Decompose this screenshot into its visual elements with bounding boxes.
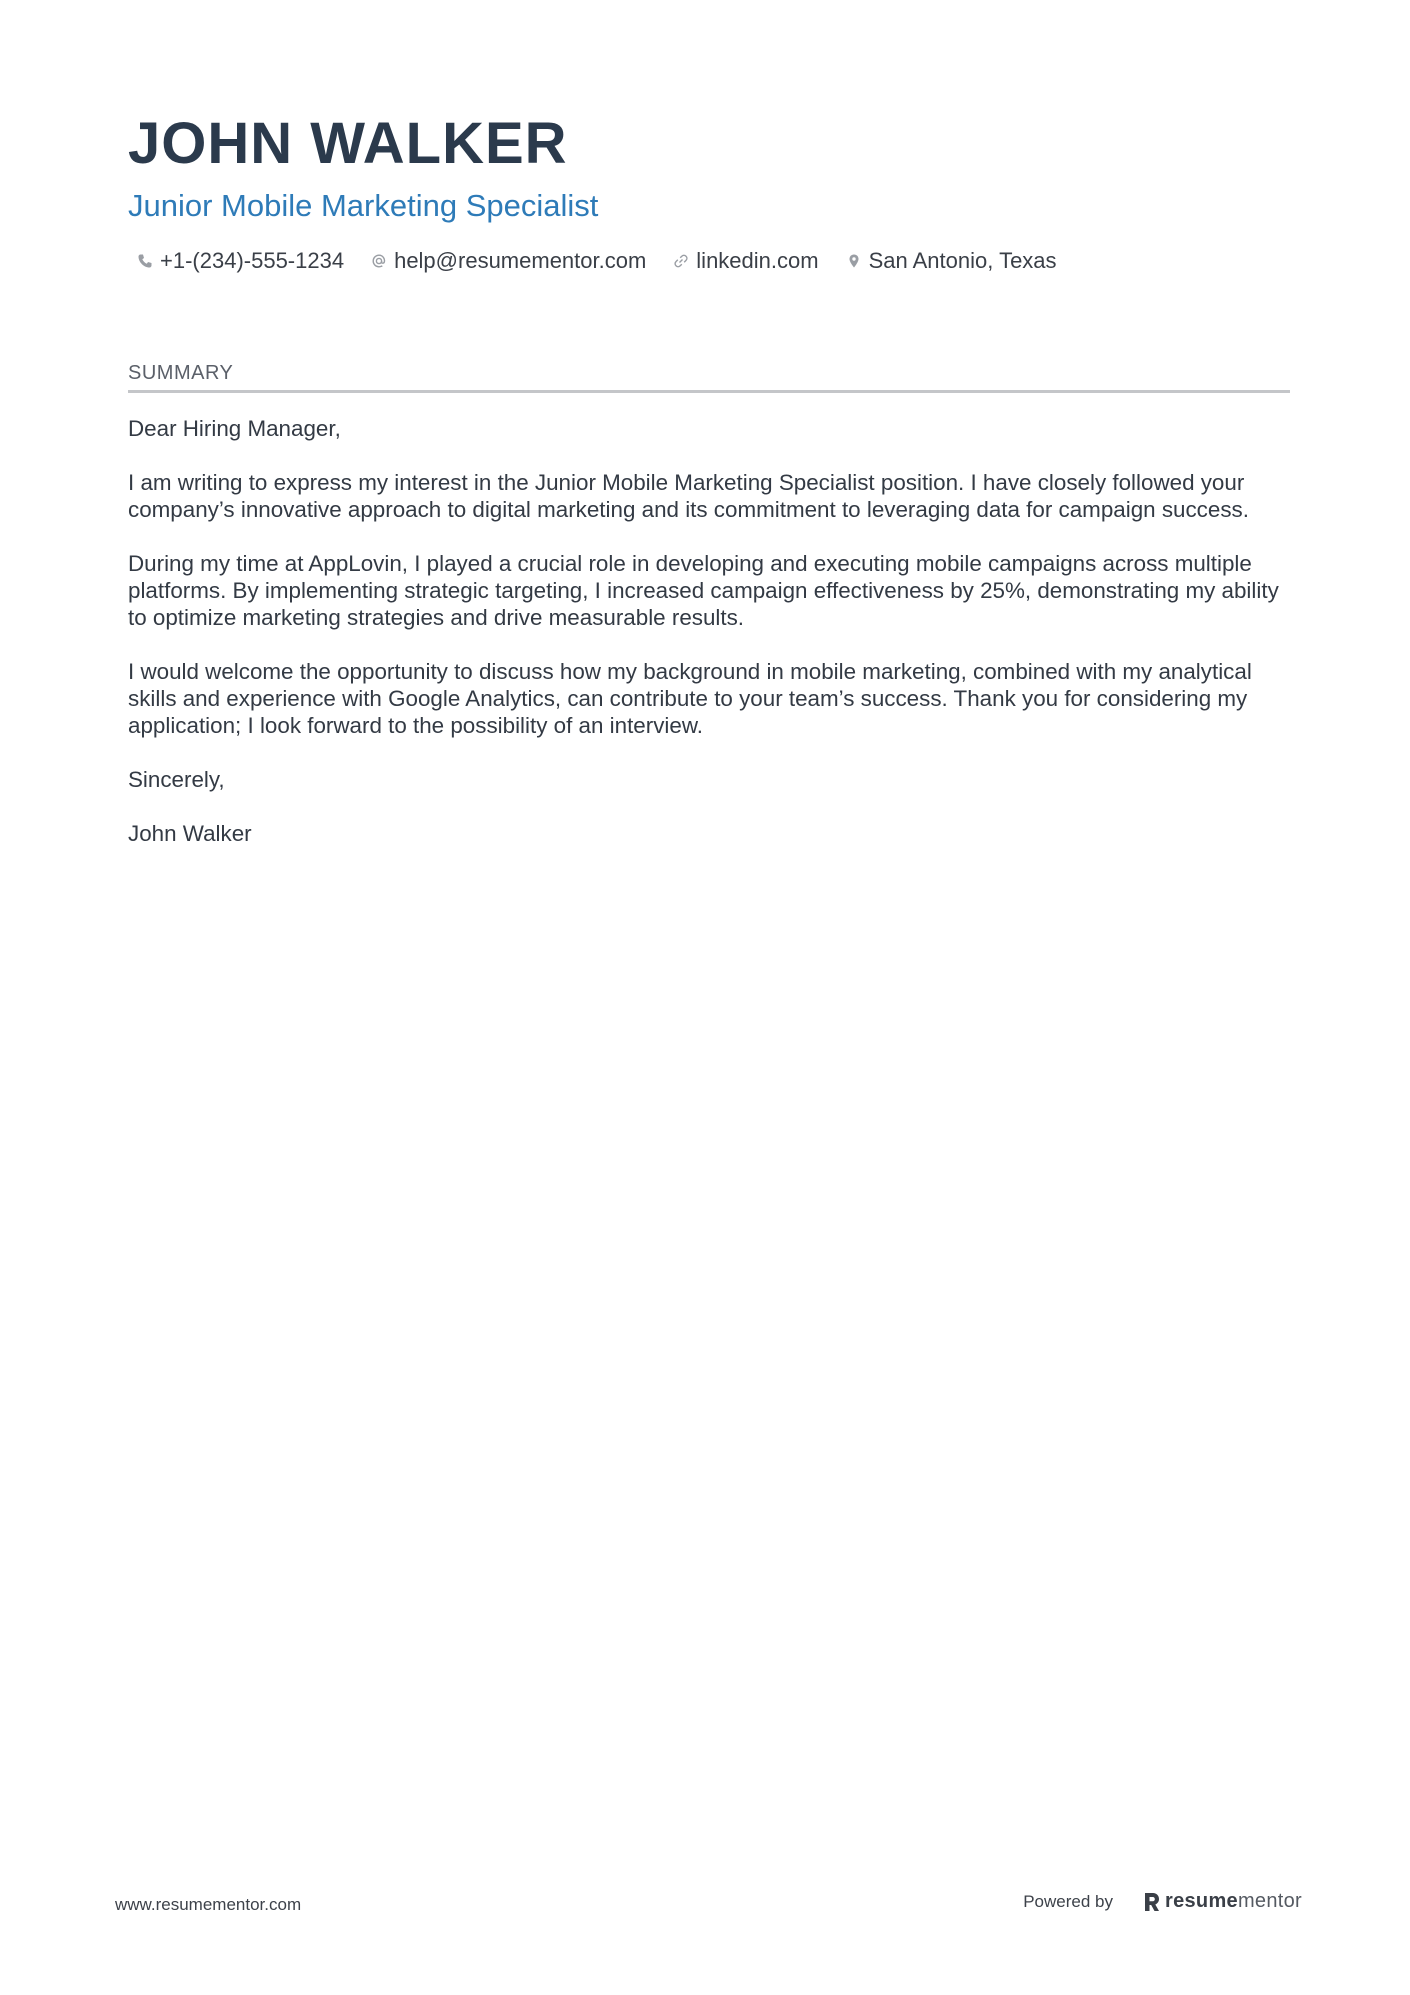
powered-by-label: Powered by: [1023, 1891, 1113, 1911]
link-icon: [672, 252, 690, 270]
section-heading: SUMMARY: [128, 360, 1290, 393]
letter-greeting: Dear Hiring Manager,: [128, 416, 341, 441]
contact-linkedin-text: linkedin.com: [696, 248, 819, 273]
letter-paragraph: I am writing to express my interest in the Junior Mobile Marketing Specialist position. I have closely followed your company’s innovative approach to digital marketing and its commitment to leveraging data for campaign success.: [128, 470, 1249, 522]
candidate-name: JOHN WALKER: [128, 111, 568, 176]
job-title: Junior Mobile Marketing Specialist: [128, 188, 599, 223]
resumementor-logo[interactable]: [1143, 1890, 1302, 1913]
footer-branding: [1023, 1890, 1302, 1913]
letter-closing: Sincerely,: [128, 767, 225, 792]
summary-section: [128, 360, 1290, 874]
at-icon: [370, 252, 388, 270]
footer-website-link[interactable]: www.resumementor.com: [115, 1895, 302, 1914]
letter-signature: John Walker: [128, 821, 252, 846]
contact-phone: [136, 246, 344, 276]
contact-email-text: help@resumementor.com: [394, 248, 647, 273]
contact-phone-text: +1-(234)-555-1234: [160, 248, 345, 273]
phone-icon: [136, 252, 154, 270]
contact-linkedin[interactable]: [672, 246, 818, 276]
letter-body: [128, 415, 1290, 847]
contact-location: [845, 246, 1057, 276]
brand-name-light: mentor: [1237, 1890, 1302, 1912]
location-pin-icon: [845, 252, 863, 270]
brand-name-bold: resume: [1165, 1890, 1238, 1912]
letter-paragraph: I would welcome the opportunity to discuss how my background in mobile marketing, combined with my analytical skills and experience with Google Analytics, can contribute to your team’s success. Thank you for considering my application; I look forward to the possibility of an interview.: [128, 659, 1252, 738]
letter-paragraph: During my time at AppLovin, I played a crucial role in developing and executing mobile campaigns across multiple platforms. By implementing strategic targeting, I increased campaign effectiveness by 25%, demonstrating my ability to optimize marketing strategies and drive measurable results.: [128, 551, 1279, 630]
resumementor-logo-icon: [1143, 1891, 1161, 1913]
contact-email[interactable]: [370, 246, 646, 276]
header: [128, 108, 1288, 276]
contact-location-text: San Antonio, Texas: [868, 248, 1057, 273]
contact-row: [128, 246, 1288, 276]
